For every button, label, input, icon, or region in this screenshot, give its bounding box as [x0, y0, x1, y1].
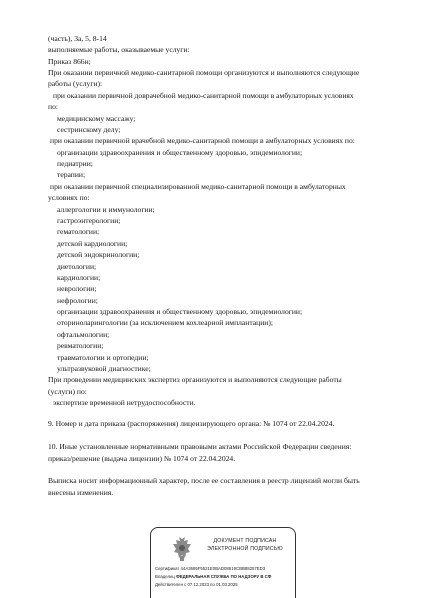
text-line: Выписка носит информационный характер, после ее составления в реестр лицензий могли быть: [48, 476, 360, 485]
owner-value: ФЕДЕРАЛЬНАЯ СЛУЖБА ПО НАДЗОРУ В СФ: [176, 574, 272, 579]
text-line: детской кардиологии;: [57, 239, 128, 248]
validity-row: [155, 582, 295, 587]
text-line: кардиологии;: [57, 273, 101, 282]
stamp-title: ДОКУМЕНТ ПОДПИСАН: [213, 538, 277, 544]
text-line: работы (услуги):: [48, 79, 103, 88]
text-line: (часть), 3а, 5, 8-14: [48, 34, 107, 43]
text-line: медицинскому массажу;: [57, 114, 136, 123]
text-line: внесены изменения.: [48, 488, 114, 497]
text-line: организации здравоохранения и общественному здоровью, эпидемиологии;: [57, 148, 303, 157]
electronic-signature-stamp: [150, 527, 296, 598]
text-line: педиатрии;: [57, 159, 93, 168]
certificate-value: 44A3695F5521E0BAD08619CBB88257ED3: [180, 566, 266, 571]
text-line: при оказании первичной врачебной медико-санитарной помощи в амбулаторных условиях по:: [50, 136, 355, 145]
text-line: ультразвуковой диагностике;: [57, 364, 151, 373]
text-line: терапии;: [57, 170, 86, 179]
text-line: травматологии и ортопедии;: [57, 353, 149, 362]
text-line: 9. Номер и дата приказа (распоряжения) лицензирующего органа: № 1074 от 22.04.2024.: [48, 419, 335, 428]
validity-label: Действителен: [155, 582, 183, 587]
owner-label: Владелец: [155, 574, 175, 579]
text-line: 10. Иные установленные нормативными правовыми актами Российской Федерации сведения:: [48, 442, 352, 451]
text-line: офтальмологии;: [57, 330, 110, 339]
stamp-subtitle: ЭЛЕКТРОННОЙ ПОДПИСЬЮ: [207, 546, 283, 552]
text-line: Приказ 866н;: [48, 57, 91, 66]
validity-value: с 07.12.2023 по 01.03.2025: [184, 582, 238, 587]
text-line: ревматологии;: [57, 341, 104, 350]
text-line: (услуги) по:: [48, 387, 87, 396]
text-line: организации здравоохранения и общественному здоровью, эпидемиологии;: [57, 307, 303, 316]
certificate-label: Сертификат: [155, 566, 180, 571]
text-line: при оказании первичной доврачебной медико-санитарной помощи в амбулаторных условиях: [53, 91, 354, 100]
text-line: условиях по:: [48, 193, 90, 202]
text-line: выполняемые работы, оказываемые услуги:: [48, 45, 190, 54]
text-line: гематологии;: [57, 227, 100, 236]
coat-of-arms-icon: [171, 536, 193, 562]
text-line: приказ/решение (выдача лицензии) № 1074 от 22.04.2024.: [48, 454, 236, 463]
text-line: гастроэнтерологии;: [57, 216, 121, 225]
text-line: оториноларингологии (за исключением кохлеарной имплантации);: [57, 318, 273, 327]
text-line: диетологии;: [57, 262, 97, 271]
certificate-row: [155, 566, 295, 571]
text-line: детской эндокринологии;: [57, 250, 140, 259]
text-line: При оказании первичной медико-санитарной помощи организуются и выполняются следующие: [48, 68, 360, 77]
text-line: экспертизе временной нетрудоспособности.: [53, 398, 196, 407]
text-line: по:: [48, 102, 58, 111]
owner-row: [155, 574, 295, 579]
text-line: сестринскому делу;: [57, 125, 121, 134]
text-line: При проведении медицинских экспертиз организуются и выполняются следующие работы: [48, 375, 342, 384]
text-line: нефрологии;: [57, 296, 98, 305]
text-line: при оказании первичной специализированной медико-санитарной помощи в амбулаторных: [50, 182, 346, 191]
text-line: аллергологии и иммунологии;: [57, 205, 155, 214]
text-line: неврологии;: [57, 284, 97, 293]
